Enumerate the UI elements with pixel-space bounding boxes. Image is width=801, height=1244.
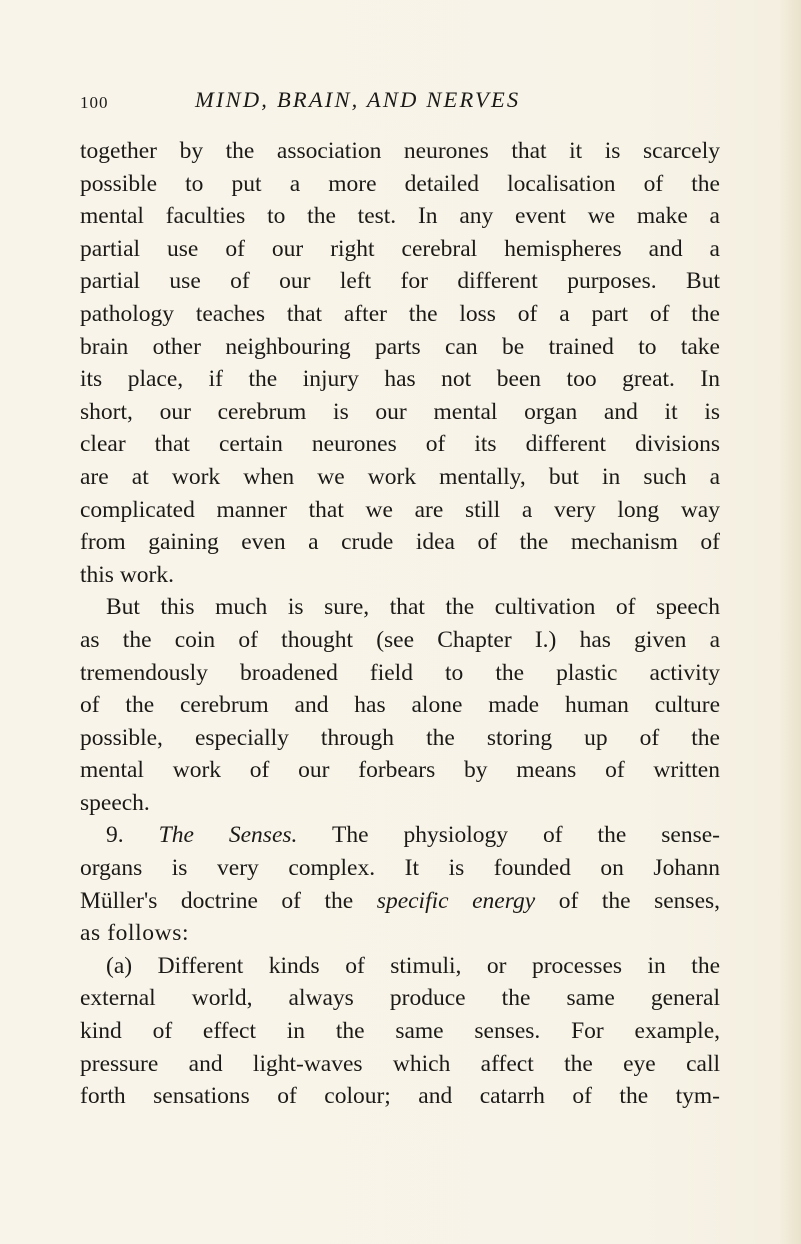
text-line: from gaining even a crude idea of the mechanism of [80, 529, 720, 556]
page-header [80, 87, 720, 117]
emphasis-text: specific energy [376, 887, 536, 914]
text-fragment: Müller's doctrine of the [80, 887, 354, 914]
section-number: 9. [106, 822, 124, 849]
text-line: as the coin of thought (see Chapter I.) has given a [80, 626, 720, 653]
para-a-line-1 [80, 950, 720, 983]
text-line: speech. [80, 789, 150, 816]
text-line: But this much is sure, that the cultivation of speech [106, 594, 720, 621]
section-text: The physiology of the sense- [331, 822, 720, 849]
section-heading: The Senses. [158, 822, 298, 849]
text-line: its place, if the injury has not been too great. In [80, 366, 720, 393]
section-9-line-1 [80, 819, 720, 852]
text-fragment: Different kinds of stimuli, or processes in the [157, 952, 721, 979]
text-line: organs is very complex. It is founded on Johann [80, 855, 720, 882]
text-line: possible, especially through the storing up of the [80, 724, 720, 751]
text-line: tremendously broadened field to the plastic activity [80, 659, 720, 686]
text-line: partial use of our left for different purposes. But [80, 268, 720, 295]
section-9-line-3 [80, 885, 720, 918]
text-line: of the cerebrum and has alone made human culture [80, 692, 720, 719]
text-line: short, our cerebrum is our mental organ and it is [80, 398, 720, 425]
text-line: brain other neighbouring parts can be trained to take [80, 333, 720, 360]
text-line: forth sensations of colour; and catarrh of the tym- [80, 1083, 720, 1110]
text-line: this work. [80, 561, 174, 588]
text-line: complicated manner that we are still a very long way [80, 496, 720, 523]
page-edge-shading [779, 0, 801, 1244]
page-number: 100 [80, 93, 109, 112]
text-line: mental work of our forbears by means of written [80, 757, 720, 784]
text-line: are at work when we work mentally, but in such a [80, 463, 720, 490]
text-line: pathology teaches that after the loss of a part of the [80, 300, 720, 327]
text-line: as follows: [80, 920, 190, 947]
text-line: pressure and light-waves which affect the eye call [80, 1050, 720, 1077]
show-through-text [320, 0, 740, 80]
text-line: clear that certain neurones of its different divisions [80, 431, 720, 458]
list-marker: (a) [106, 952, 133, 979]
text-line: kind of effect in the same senses. For example, [80, 1018, 720, 1045]
text-line: mental faculties to the test. In any event we make a [80, 203, 720, 230]
text-line: possible to put a more detailed localisation of the [80, 170, 720, 197]
text-line: external world, always produce the same general [80, 985, 720, 1012]
text-line: partial use of our right cerebral hemispheres and a [80, 235, 720, 262]
text-fragment: of the senses, [558, 887, 721, 914]
body-text [80, 135, 720, 1113]
running-title: MIND, BRAIN, AND NERVES [195, 87, 521, 112]
text-line: together by the association neurones that it is scarcely [80, 138, 720, 164]
